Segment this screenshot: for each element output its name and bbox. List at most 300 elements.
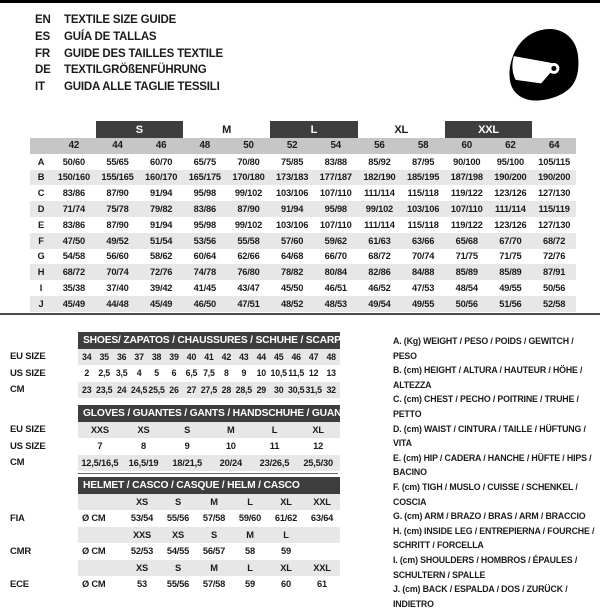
value-cell: XXS — [124, 527, 160, 544]
size-group-l: L — [270, 121, 357, 138]
side-label: FIA — [10, 512, 25, 524]
measurement-cell: 103/106 — [276, 219, 309, 230]
size-group-m: M — [222, 123, 232, 136]
value-cell: 53/54 — [130, 513, 154, 524]
measurement-cell: 95/98 — [314, 201, 358, 217]
value-cell: 35 — [95, 349, 112, 366]
measurement-cell: 90/100 — [453, 156, 481, 167]
measurement-cell: 83/86 — [183, 201, 227, 217]
section-title: SHOES/ ZAPATOS / CHAUSSURES / SCHUHE / SCARPE — [78, 332, 340, 349]
gloves-size-table — [10, 405, 351, 471]
measurement-cell: 105/115 — [538, 156, 570, 167]
measurement-cell: 46/50 — [183, 296, 227, 312]
value-cell: 60 — [281, 579, 291, 590]
value-cell: 12 — [313, 441, 324, 452]
shoes-size-table — [10, 332, 348, 398]
measurement-cell: 80/84 — [314, 264, 358, 280]
language-title: GUIDE DES TAILLES TEXTILE — [64, 47, 223, 60]
measurement-cell: 91/94 — [270, 201, 314, 217]
value-cell: 25,5 — [148, 382, 165, 399]
measurement-cell: 83/88 — [324, 156, 347, 167]
value-cell: 12 — [308, 368, 319, 379]
value-cell: 28 — [218, 382, 235, 399]
measurement-cell: 84/88 — [401, 264, 445, 280]
row-label: D — [30, 201, 52, 217]
value-cell: S — [160, 494, 196, 511]
side-label: US SIZE — [10, 367, 46, 379]
value-cell: 7 — [97, 441, 103, 452]
measurement-cell: 63/66 — [401, 233, 445, 249]
measurement-cell: 85/89 — [489, 264, 533, 280]
value-cell: 13 — [326, 368, 336, 379]
value-cell: 23,5 — [95, 382, 112, 399]
value-cell: 9 — [184, 441, 190, 452]
measurement-cell: 103/106 — [401, 201, 445, 217]
row-label: B — [30, 170, 52, 186]
measurement-cell: 68/72 — [52, 264, 96, 280]
language-row-fr — [35, 46, 223, 63]
value-cell: 43 — [235, 349, 252, 366]
row-label: C — [37, 188, 45, 199]
measurement-cell: 170/180 — [227, 170, 271, 186]
value-cell: 48 — [322, 349, 340, 366]
side-label: EU SIZE — [10, 424, 46, 436]
side-label: CMR — [10, 545, 32, 557]
size-header-cell: 56 — [358, 138, 402, 154]
measurement-cell: 85/89 — [445, 264, 489, 280]
size-label-row — [10, 527, 340, 544]
measurement-cell: 70/74 — [96, 264, 140, 280]
size-header-cell: 64 — [532, 138, 576, 154]
measurement-cell: 54/58 — [62, 251, 85, 262]
value-cell: 20/24 — [209, 455, 253, 472]
legend-item: H. (cm) INSIDE LEG / ENTREPIERNA / FOURCHE / SCHRITT / FORCELLA — [393, 525, 595, 551]
language-title: GUÍA DE TALLAS — [64, 30, 157, 43]
unit-cell: Ø CM — [82, 513, 106, 524]
value-cell — [304, 527, 340, 544]
measurement-cell: 78/82 — [270, 264, 314, 280]
value-cell: 29 — [253, 382, 270, 399]
measurement-cell: 155/165 — [96, 170, 140, 186]
value-cell: 26 — [165, 382, 182, 399]
value-cell: 18/21,5 — [165, 455, 209, 472]
value-cell: XS — [122, 422, 166, 439]
row-label: G — [37, 251, 45, 262]
value-cell: 10 — [256, 368, 266, 379]
size-row-us-size — [10, 438, 340, 455]
measurement-cell: 47/53 — [411, 283, 435, 294]
value-cell: 23 — [78, 382, 95, 399]
size-group-xl: XL — [394, 123, 409, 136]
size-header-cell: 62 — [489, 138, 533, 154]
value-cell: 59 — [281, 546, 291, 557]
value-cell: L — [232, 560, 268, 577]
measurement-row-f — [30, 233, 576, 249]
measurement-cell: 52/58 — [532, 296, 576, 312]
measurement-cell: 39/42 — [150, 283, 173, 294]
side-spacer — [10, 405, 78, 422]
measurement-cell: 49/52 — [96, 233, 140, 249]
measurement-cell: 76/80 — [227, 264, 271, 280]
measurement-cell: 47/50 — [52, 233, 96, 249]
value-cell: 47 — [305, 349, 322, 366]
size-row-us-size — [10, 365, 340, 382]
side-label — [10, 494, 78, 511]
measurement-cell: 68/72 — [368, 251, 391, 262]
legend-item: A. (Kg) WEIGHT / PESO / POIDS / GEWITCH / PESO — [393, 336, 574, 361]
measurement-cell: 119/122 — [450, 188, 483, 199]
value-cell: M — [196, 560, 232, 577]
value-cell: 2,5 — [98, 368, 110, 379]
measurement-cell: 53/56 — [183, 233, 227, 249]
value-cell: 10,5 — [270, 368, 287, 379]
value-cell: 23/26,5 — [253, 455, 297, 472]
measurement-cell: 103/106 — [276, 188, 309, 199]
legend-item: E. (cm) HIP / CADERA / HANCHE / HÜFTE / HIPS / BACINO — [393, 452, 592, 478]
language-title: TEXTILE SIZE GUIDE — [64, 14, 177, 26]
row-label: H — [30, 264, 52, 280]
measurement-cell: 127/130 — [538, 188, 571, 199]
measurement-cell: 123/126 — [494, 188, 527, 199]
legend-item: B. (cm) HEIGHT / ALTURA / HAUTEUR / HÖHE / ALTEZZA — [393, 365, 583, 390]
value-cell: XL — [296, 422, 340, 439]
value-cell: 16,5/19 — [122, 455, 166, 472]
side-label: CM — [10, 384, 25, 396]
value-cell: 40 — [183, 349, 200, 366]
measurement-cell: 182/190 — [358, 170, 402, 186]
value-cell: 4 — [136, 368, 142, 379]
size-label-row — [10, 560, 340, 577]
measurement-row-i — [30, 280, 576, 296]
value-cell: 10 — [225, 441, 236, 452]
measurement-cell: 51/54 — [139, 233, 183, 249]
measurement-cell: 190/200 — [489, 170, 533, 186]
measurement-cell: 75/78 — [96, 201, 140, 217]
measurement-cell: 107/110 — [445, 201, 489, 217]
value-cell: 11,5 — [288, 368, 305, 379]
measurement-cell: 173/183 — [270, 170, 314, 186]
size-row-cm — [10, 382, 340, 399]
measurement-cell: 71/75 — [499, 251, 522, 262]
measurement-cell: 115/118 — [407, 219, 439, 230]
value-cell: 32 — [322, 382, 340, 399]
measurement-cell: 70/80 — [237, 156, 260, 167]
measurement-cell: 62/66 — [237, 251, 260, 262]
language-title: TEXTILGRÖßENFÜHRUNG — [64, 64, 207, 77]
measurement-cell: 55/58 — [227, 233, 271, 249]
measurement-cell: 187/198 — [445, 170, 489, 186]
measurement-row-e — [30, 217, 576, 233]
measurement-cell: 95/98 — [193, 188, 216, 199]
numeric-size-row — [30, 138, 576, 154]
value-cell: 56/57 — [202, 546, 226, 557]
measurement-cell: 55/65 — [106, 156, 129, 167]
measurement-row-h — [30, 264, 576, 280]
measurement-cell: 51/56 — [489, 296, 533, 312]
measurement-cell: 49/55 — [499, 283, 522, 294]
measurement-cell: 48/53 — [314, 296, 358, 312]
measurement-cell: 35/38 — [62, 283, 85, 294]
measurement-cell: 95/100 — [496, 156, 525, 167]
side-label — [10, 560, 78, 577]
section-title: GLOVES / GUANTES / GANTS / HANDSCHUHE / GUANTI — [78, 405, 340, 422]
measurement-cell: 185/195 — [401, 170, 445, 186]
size-row-cm — [10, 455, 340, 472]
measurement-cell: 99/102 — [358, 201, 402, 217]
value-cell: 11 — [269, 441, 280, 452]
legend-item: I. (cm) SHOULDERS / HOMBROS / ÉPAULES / SCHULTERN / SPALLE — [393, 554, 578, 580]
value-cell: 55/56 — [166, 513, 190, 524]
measurement-cell: 107/110 — [319, 219, 352, 230]
value-cell: 45 — [270, 349, 287, 366]
measurement-cell: 49/54 — [358, 296, 402, 312]
value-cell: L — [232, 494, 268, 511]
language-code: IT — [35, 81, 45, 94]
size-row-spacer — [30, 138, 52, 154]
value-cell: 61/62 — [274, 513, 298, 524]
size-row-ece — [10, 576, 340, 593]
section-header-row — [10, 477, 340, 494]
size-header-cell: 46 — [139, 138, 183, 154]
value-cell — [304, 543, 340, 560]
helmet-size-table — [10, 477, 340, 593]
value-cell: 24 — [113, 382, 130, 399]
measurement-cell: 49/55 — [401, 296, 445, 312]
value-cell: 30 — [270, 382, 287, 399]
side-label: ECE — [10, 578, 29, 590]
measurement-cell: 91/94 — [150, 219, 173, 230]
value-cell: 5 — [154, 368, 159, 379]
size-header-cell: 58 — [401, 138, 445, 154]
measurement-cell: 57/60 — [270, 233, 314, 249]
measurement-cell: 123/126 — [494, 219, 527, 230]
size-header-cell: 54 — [314, 138, 358, 154]
value-cell: 55/56 — [166, 579, 190, 590]
measurement-cell: 50/56 — [445, 296, 489, 312]
measurement-cell: 83/86 — [62, 188, 85, 199]
size-header-cell: 44 — [96, 138, 140, 154]
measurement-cell: 111/114 — [364, 219, 395, 230]
measurement-cell: 95/98 — [193, 219, 216, 230]
measurement-cell: 56/60 — [106, 251, 129, 262]
side-spacer — [10, 332, 78, 349]
measurement-cell: 87/90 — [106, 188, 129, 199]
value-cell: 28,5 — [235, 382, 252, 399]
measurement-cell: 111/114 — [489, 201, 533, 217]
value-cell: XL — [268, 560, 304, 577]
size-row-fia — [10, 510, 340, 527]
language-row-it — [35, 79, 223, 96]
measurement-cell: 66/70 — [324, 251, 347, 262]
measurement-cell: 99/102 — [234, 219, 263, 230]
unit-cell: Ø CM — [82, 579, 106, 590]
group-spacer-42 — [52, 121, 96, 138]
unit-cell — [78, 494, 124, 511]
language-code: ES — [35, 30, 50, 43]
language-title-block — [35, 12, 223, 96]
value-cell: 34 — [78, 349, 95, 366]
value-cell: 54/55 — [166, 546, 190, 557]
value-cell: 7,5 — [203, 368, 215, 379]
measurement-cell: 71/74 — [52, 201, 96, 217]
value-cell: 42 — [218, 349, 235, 366]
value-cell: 30,5 — [287, 382, 304, 399]
measurement-cell: 43/47 — [237, 283, 260, 294]
measurement-cell: 45/49 — [52, 296, 96, 312]
side-label: CM — [10, 457, 25, 469]
value-cell: 3,5 — [115, 368, 128, 379]
measurement-cell: 67/70 — [489, 233, 533, 249]
measurement-row-c — [30, 185, 576, 201]
measurement-cell: 48/52 — [270, 296, 314, 312]
measurement-cell: 119/122 — [450, 219, 483, 230]
value-cell: XS — [124, 494, 160, 511]
measurement-cell: 46/52 — [368, 283, 391, 294]
row-label: J — [30, 296, 52, 312]
legend-item: G. (cm) ARM / BRAZO / BRAS / ARM / BRACCIO — [393, 511, 586, 522]
measurement-cell: 45/49 — [139, 296, 183, 312]
measurement-cell: 82/86 — [358, 264, 402, 280]
section-divider — [0, 313, 600, 315]
value-cell: 61 — [317, 579, 327, 590]
size-label-row — [10, 494, 340, 511]
value-cell: 8 — [224, 368, 229, 379]
measurement-cell: 190/200 — [532, 170, 576, 186]
size-header-cell: 48 — [183, 138, 227, 154]
measurement-cell: 72/76 — [542, 251, 566, 262]
helmet-section-divider — [78, 473, 338, 474]
legend-item: D. (cm) WAIST / CINTURA / TAILLE / HÜFTUNG / VITA — [393, 423, 586, 449]
value-cell: 39 — [165, 349, 182, 366]
group-spacer-64 — [532, 121, 576, 138]
unit-cell — [78, 560, 124, 577]
value-cell: 9 — [241, 368, 247, 379]
measurement-cell: 177/187 — [314, 170, 358, 186]
value-cell: XS — [124, 560, 160, 577]
measurement-cell: 37/40 — [106, 283, 129, 294]
size-row-cmr — [10, 543, 340, 560]
value-cell: 8 — [140, 441, 146, 452]
measurement-cell: 41/45 — [193, 283, 216, 294]
row-label: I — [39, 283, 43, 294]
size-group-s: S — [96, 121, 183, 138]
value-cell: M — [209, 422, 253, 439]
measurement-cell: 79/82 — [139, 201, 183, 217]
legend-item: F. (cm) TIGH / MUSLO / CUISSE / SCHENKEL / COSCIA — [393, 481, 578, 507]
measurement-cell: 60/70 — [150, 156, 173, 167]
size-header-cell: 50 — [227, 138, 271, 154]
measurement-cell: 75/85 — [280, 156, 304, 167]
value-cell: 6,5 — [185, 368, 198, 379]
size-group-row — [30, 121, 576, 138]
value-cell: 37 — [130, 349, 147, 366]
measurement-cell: 70/74 — [411, 251, 435, 262]
side-label: EU SIZE — [10, 351, 46, 363]
side-label — [10, 527, 78, 544]
value-cell: 24,5 — [130, 382, 147, 399]
value-cell: 36 — [113, 349, 130, 366]
measurement-cell: 64/68 — [280, 251, 304, 262]
measurement-cell: 45/50 — [280, 283, 304, 294]
legend-item: J. (cm) BACK / ESPALDA / DOS / ZURÜCK / INDIETRO — [393, 584, 568, 609]
section-header-row — [10, 405, 340, 422]
size-header-cell: 42 — [52, 138, 96, 154]
value-cell: 41 — [200, 349, 217, 366]
measurement-cell: 58/62 — [150, 251, 173, 262]
corner-spacer — [30, 121, 52, 138]
measurement-cell: 115/119 — [532, 201, 576, 217]
value-cell: L — [253, 422, 297, 439]
measurement-cell: 60/64 — [193, 251, 216, 262]
language-row-es — [35, 29, 223, 46]
side-spacer — [10, 477, 78, 494]
language-code: FR — [35, 47, 50, 60]
measurement-cell: 87/95 — [411, 156, 435, 167]
size-header-cell: 60 — [445, 138, 489, 154]
measurement-row-b — [30, 170, 576, 186]
value-cell: XXS — [78, 422, 122, 439]
value-cell: S — [160, 560, 196, 577]
unit-cell: Ø CM — [82, 546, 106, 557]
value-cell: 59 — [245, 579, 255, 590]
top-border — [0, 0, 600, 3]
measurement-cell: 48/54 — [455, 283, 478, 294]
measurement-cell: 65/68 — [445, 233, 489, 249]
measurement-cell: 85/92 — [368, 156, 391, 167]
measurement-cell: 50/60 — [62, 156, 85, 167]
value-cell: 44 — [253, 349, 270, 366]
language-row-de — [35, 62, 223, 79]
measurement-cell: 87/90 — [227, 201, 271, 217]
measurement-cell: 99/102 — [234, 188, 263, 199]
unit-cell — [78, 527, 124, 544]
value-cell: 27,5 — [200, 382, 217, 399]
language-row-en — [35, 12, 223, 29]
measurement-cell: 111/114 — [364, 188, 395, 199]
measurement-row-a — [30, 154, 576, 170]
measurement-cell: 46/51 — [324, 283, 347, 294]
value-cell: 58 — [245, 546, 255, 557]
measurement-cell: 74/78 — [183, 264, 227, 280]
size-row-eu-size — [10, 349, 340, 366]
value-cell: 52/53 — [130, 546, 154, 557]
measurement-cell: 72/76 — [139, 264, 183, 280]
measurement-cell: 59/62 — [314, 233, 358, 249]
value-cell: M — [196, 494, 232, 511]
section-title: HELMET / CASCO / CASQUE / HELM / CASCO — [78, 477, 340, 494]
value-cell: 63/64 — [310, 513, 334, 524]
value-cell: XXL — [304, 560, 340, 577]
measurement-cell: 68/72 — [532, 233, 576, 249]
value-cell: 53 — [137, 579, 147, 590]
section-header-row — [10, 332, 340, 349]
measurement-cell: 127/130 — [538, 219, 571, 230]
measurement-cell: 160/170 — [139, 170, 183, 186]
row-label: A — [37, 156, 45, 167]
measurement-cell: 150/160 — [52, 170, 96, 186]
value-cell: 6 — [171, 368, 177, 379]
value-cell: 46 — [287, 349, 304, 366]
value-cell: S — [196, 527, 232, 544]
racing-helmet-icon — [498, 18, 586, 110]
size-row-eu-size — [10, 422, 340, 439]
measurement-cell: 91/94 — [150, 188, 173, 199]
textile-size-table — [30, 121, 576, 312]
measurement-cell: 47/51 — [227, 296, 271, 312]
measurement-row-j — [30, 296, 576, 312]
size-header-cell: 52 — [270, 138, 314, 154]
value-cell: 59/60 — [238, 513, 262, 524]
